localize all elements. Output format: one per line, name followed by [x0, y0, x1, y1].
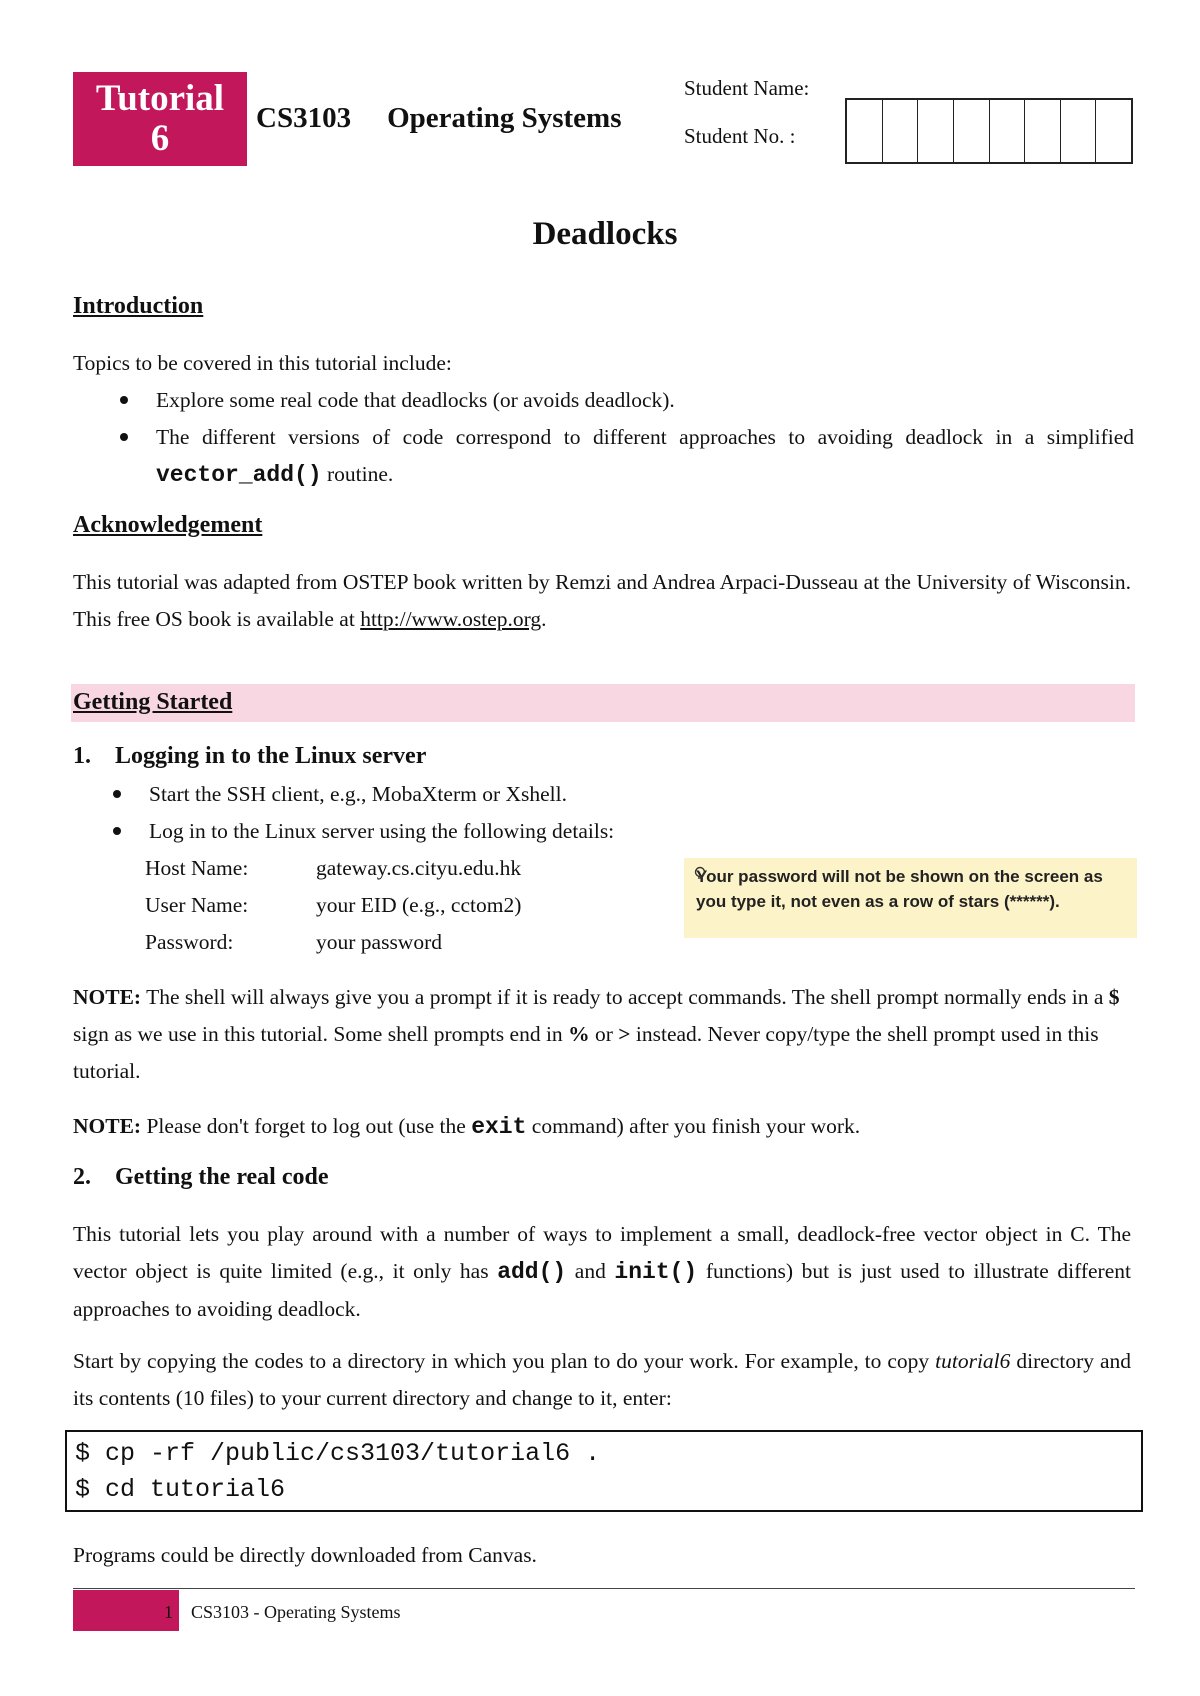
student-no-cell[interactable]	[847, 100, 883, 162]
student-no-cell[interactable]	[1025, 100, 1061, 162]
student-no-cell[interactable]	[1061, 100, 1097, 162]
student-no-cell[interactable]	[954, 100, 990, 162]
footer-rule	[73, 1588, 1135, 1589]
step1-heading: 1. Logging in to the Linux server	[73, 743, 427, 769]
student-name-label: Student Name:	[684, 76, 810, 100]
copy-instructions: Start by copying the codes to a directory in which you plan to do your work. For example, to copy tutorial6 directory and its contents (10 files) to your current directory and change to it, enter:	[73, 1349, 1131, 1410]
code-line: $ cd tutorial6	[75, 1475, 286, 1504]
list-item: Start the SSH client, e.g., MobaXterm or Xshell.	[105, 776, 1127, 813]
introduction-heading: Introduction	[73, 293, 204, 319]
page-number: 1	[73, 1590, 179, 1631]
introduction-lead: Topics to be covered in this tutorial include:	[73, 351, 452, 375]
init-function: init()	[614, 1259, 698, 1285]
student-no-cell[interactable]	[990, 100, 1026, 162]
password-tip	[684, 858, 1137, 938]
student-no-cell[interactable]	[918, 100, 954, 162]
note-logout: NOTE: Please don't forget to log out (use the exit command) after you finish your work.	[73, 1114, 861, 1140]
introduction-bullets	[112, 382, 1134, 494]
course-code: CS3103	[256, 102, 352, 134]
tutorial-badge	[73, 72, 247, 166]
step2-heading: 2. Getting the real code	[73, 1164, 329, 1190]
add-function: add()	[497, 1259, 567, 1285]
detail-row: Password: your password	[145, 930, 442, 954]
tip-text: Your password will not be shown on the screen as you type it, not even as a row of stars (******).	[696, 867, 1103, 911]
note-shell-prompt: NOTE: The shell will always give you a prompt if it is ready to accept commands. The shell prompt normally ends in a $ sign as we use in this tutorial. Some shell prompts end in % or > instead. Never copy/type the shell prompt used in this tutorial.	[73, 985, 1120, 1083]
step1-bullets	[105, 776, 1127, 850]
list-item: Explore some real code that deadlocks (or avoids deadlock).	[112, 382, 1134, 419]
student-no-cell[interactable]	[1096, 100, 1131, 162]
list-item: The different versions of code correspond to different approaches to avoiding deadlock in a simplified vector_add() routine.	[112, 419, 1134, 494]
lightbulb-icon	[693, 866, 707, 880]
step2-paragraph: This tutorial lets you play around with a number of ways to implement a small, deadlock-free vector object in C. The vector object is quite limited (e.g., it only has add() and init() functions) but is just used to illustrate different approaches to avoiding deadlock.	[73, 1222, 1131, 1321]
page-title: Deadlocks	[532, 216, 678, 252]
student-no-grid[interactable]	[845, 98, 1133, 164]
tutorial-number: 6	[150, 118, 170, 159]
detail-row: User Name: your EID (e.g., cctom2)	[145, 893, 522, 917]
course-heading	[256, 102, 622, 135]
student-no-cell[interactable]	[883, 100, 919, 162]
detail-row: Host Name: gateway.cs.cityu.edu.hk	[145, 856, 522, 880]
exit-command: exit	[471, 1114, 527, 1140]
footer-text: CS3103 - Operating Systems	[191, 1602, 401, 1622]
vector-add-code: vector_add()	[156, 462, 322, 488]
getting-started-heading: Getting Started	[73, 689, 233, 715]
code-block[interactable]	[65, 1430, 1143, 1512]
acknowledgement-text: This tutorial was adapted from OSTEP book written by Remzi and Andrea Arpaci-Dusseau at the University of Wisconsin. This free OS book is available at http://www.ostep.org.	[73, 570, 1131, 631]
course-title: Operating Systems	[387, 102, 622, 134]
student-no-label: Student No. :	[684, 124, 796, 148]
ostep-link[interactable]: http://www.ostep.org	[360, 607, 542, 631]
tutorial-label: Tutorial	[95, 78, 225, 119]
list-item: Log in to the Linux server using the following details:	[105, 813, 1127, 850]
code-line: $ cp -rf /public/cs3103/tutorial6 .	[75, 1439, 601, 1468]
login-details	[145, 850, 521, 961]
acknowledgement-heading: Acknowledgement	[73, 512, 263, 538]
canvas-note: Programs could be directly downloaded from Canvas.	[73, 1543, 537, 1567]
